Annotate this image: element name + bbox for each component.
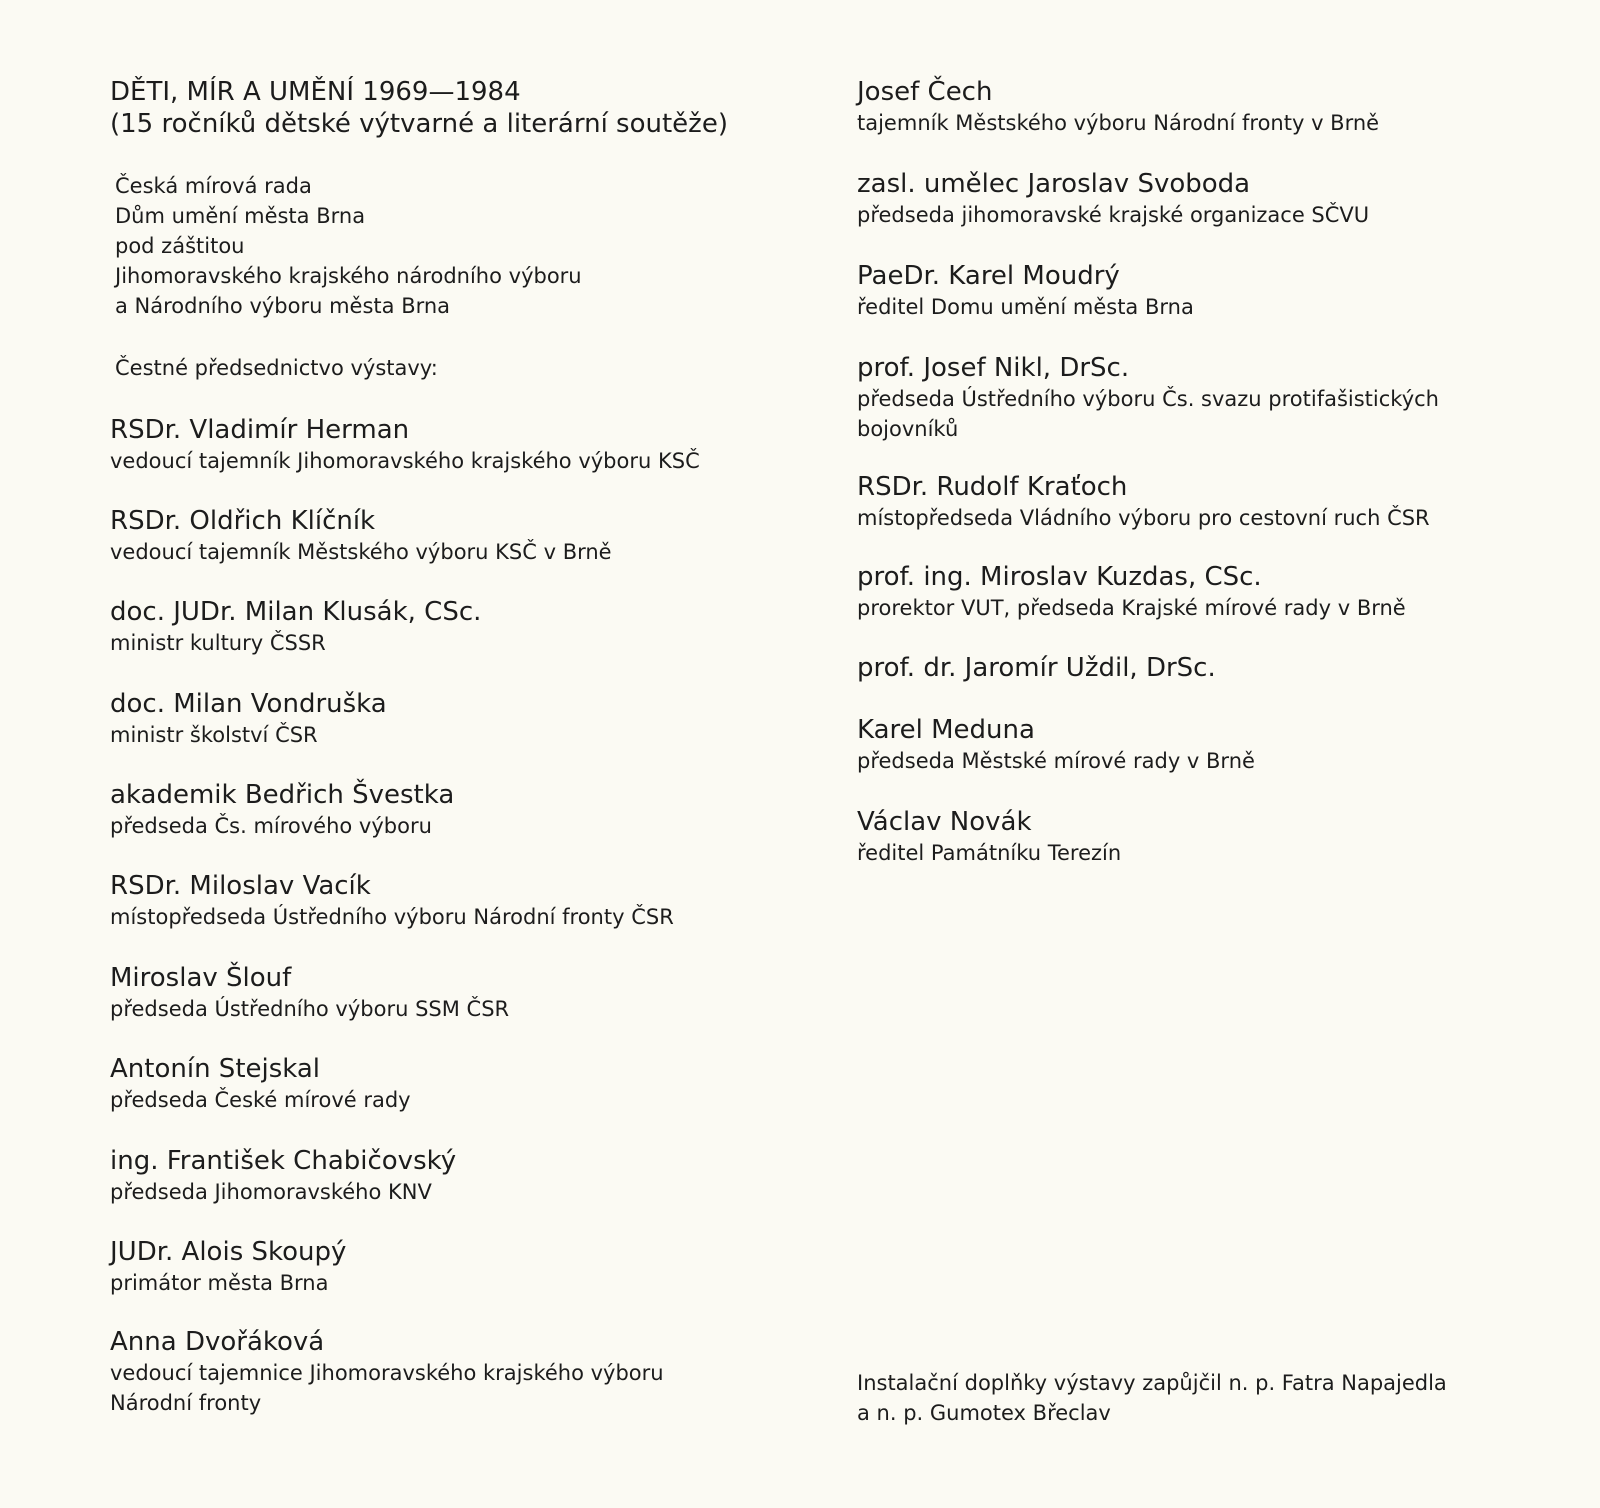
person-name: prof. Josef Nikl, DrSc. (857, 353, 1130, 383)
person-role: předseda jihomoravské krajské organizace SČVU (857, 203, 1370, 227)
person-entry (857, 168, 1369, 230)
person-entry (110, 596, 481, 658)
organizer-line: Česká mírová rada (115, 174, 312, 198)
person-entry (110, 505, 612, 567)
person-entry (110, 870, 674, 932)
person-name: Miroslav Šlouf (110, 963, 292, 993)
person-name: RSDr. Miloslav Vacík (110, 871, 371, 901)
person-role: předseda Městské mírové rady v Brně (857, 749, 1255, 773)
person-entry (110, 1145, 456, 1207)
person-role: ředitel Domu umění města Brna (857, 295, 1194, 319)
person-role: předseda České mírové rady (110, 1088, 411, 1112)
person-name: Antonín Stejskal (110, 1054, 321, 1084)
person-name: Josef Čech (857, 77, 993, 107)
person-role: ředitel Památníku Terezín (857, 841, 1122, 865)
person-entry (857, 471, 1430, 533)
person-role: předseda Ústředního výboru Čs. svazu protifašistických (857, 387, 1439, 411)
person-entry (857, 352, 1439, 444)
person-entry (857, 806, 1121, 868)
document-title (110, 76, 830, 140)
person-role: místopředseda Vládního výboru pro cestovní ruch ČSR (857, 506, 1430, 530)
person-name: PaeDr. Karel Moudrý (857, 261, 1120, 291)
honor-committee-label: Čestné předsednictvo výstavy: (115, 356, 438, 380)
person-name: prof. ing. Miroslav Kuzdas, CSc. (857, 562, 1262, 592)
person-role: vedoucí tajemník Městského výboru KSČ v Brně (110, 540, 612, 564)
person-name: doc. JUDr. Milan Klusák, CSc. (110, 597, 482, 627)
organizer-line: Jihomoravského krajského národního výboru (115, 264, 582, 288)
person-role: předseda Ústředního výboru SSM ČSR (110, 997, 510, 1021)
person-role: předseda Čs. mírového výboru (110, 814, 432, 838)
person-role: tajemník Městského výboru Národní fronty v Brně (857, 111, 1380, 135)
footnote-line: a n. p. Gumotex Břeclav (857, 1401, 1111, 1425)
person-entry (857, 652, 1216, 684)
person-name: RSDr. Rudolf Kraťoch (857, 472, 1128, 502)
person-entry (857, 76, 1379, 138)
title-line-1: DĚTI, MÍR A UMĚNÍ 1969—1984 (110, 77, 521, 107)
organizer-line: Dům umění města Brna (115, 204, 366, 228)
person-entry (110, 414, 700, 476)
footnote-line: Instalační doplňky výstavy zapůjčil n. p. Fatra Napajedla (857, 1371, 1447, 1395)
person-name: RSDr. Oldřich Klíčník (110, 506, 376, 536)
person-name: prof. dr. Jaromír Uždil, DrSc. (857, 653, 1216, 683)
person-role: Národní fronty (110, 1391, 262, 1415)
organizer-line: a Národního výboru města Brna (115, 294, 451, 318)
person-entry (857, 260, 1194, 322)
person-role: předseda Jihomoravského KNV (110, 1180, 432, 1204)
person-name: akademik Bedřich Švestka (110, 780, 455, 810)
organizer-line: pod záštitou (115, 234, 245, 258)
person-role: vedoucí tajemník Jihomoravského krajského výboru KSČ (110, 449, 700, 473)
person-entry (857, 714, 1255, 776)
person-name: zasl. umělec Jaroslav Svoboda (857, 169, 1251, 199)
person-entry (110, 779, 454, 841)
person-role: prorektor VUT, předseda Krajské mírové rady v Brně (857, 596, 1406, 620)
person-name: JUDr. Alois Skoupý (110, 1237, 347, 1267)
person-role: primátor města Brna (110, 1271, 329, 1295)
footnote (857, 1368, 1497, 1428)
person-role: bojovníků (857, 417, 959, 441)
person-role: místopředseda Ústředního výboru Národní fronty ČSR (110, 905, 674, 929)
person-role: ministr školství ČSR (110, 723, 318, 747)
person-entry (857, 561, 1406, 623)
title-line-2: (15 ročníků dětské výtvarné a literární soutěže) (110, 109, 728, 139)
person-entry (110, 962, 509, 1024)
person-entry (110, 1236, 346, 1298)
person-name: doc. Milan Vondruška (110, 689, 387, 719)
person-name: RSDr. Vladimír Herman (110, 415, 410, 445)
person-name: ing. František Chabičovský (110, 1146, 457, 1176)
person-entry (110, 1053, 411, 1115)
person-name: Anna Dvořáková (110, 1327, 325, 1357)
person-name: Václav Novák (857, 807, 1032, 837)
person-entry (110, 1326, 664, 1418)
person-role: vedoucí tajemnice Jihomoravského krajského výboru (110, 1361, 664, 1385)
person-entry (110, 688, 387, 750)
person-role: ministr kultury ČSSR (110, 631, 326, 655)
person-name: Karel Meduna (857, 715, 1035, 745)
organizers-block (115, 171, 582, 321)
